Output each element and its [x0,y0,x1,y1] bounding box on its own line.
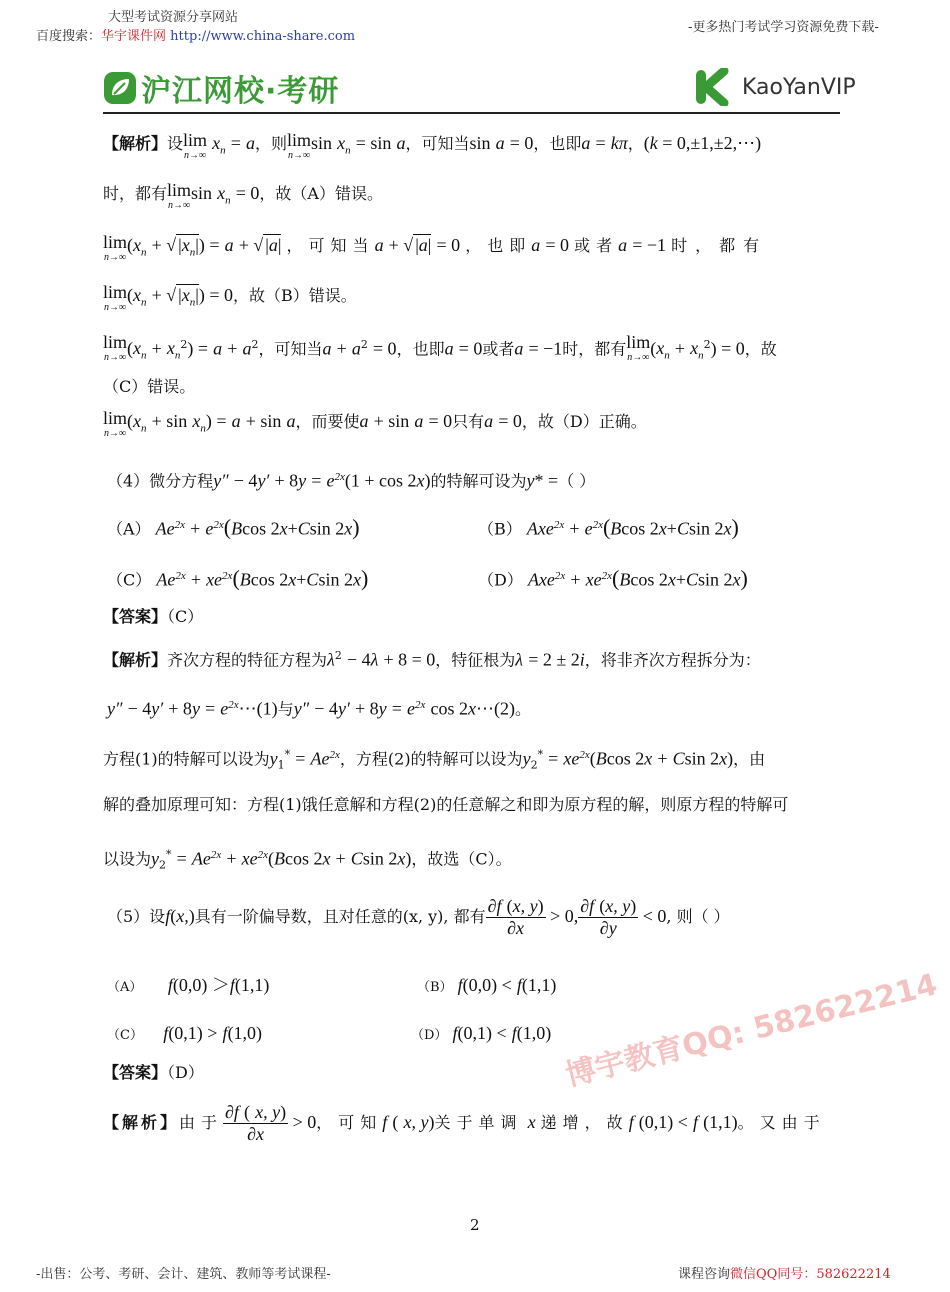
analysis-para-1: 【解析】设 lim n→∞ $x_n = a$，则 lim n→∞ $\sin x_n = \sin a$，可知当sin a = 0，也即a = kπ，(k = 0,±1,±2,⋯) [103,130,762,161]
text: ，可知 [316,1113,383,1132]
text: ，而要使 [295,412,360,431]
search-label: 百度搜索： [36,29,102,44]
answer-5 [103,1062,204,1084]
text: 课程咨询 [678,1267,731,1282]
explanation-5: 【解析】由于 $\frac{\partial f ( x, y)}{\partial x}$ > 0，可知f ( x, y)关于单调 x 递增，故f (0,1) < f (1,1)。又由于 [103,1102,826,1144]
text: ，则 [254,134,287,153]
text: （C） [107,1028,143,1043]
site-name: 大型考试资源分享网站 [108,10,239,25]
text: 齐次方程的特征方程为 [167,650,328,670]
text: （C） [167,607,204,626]
text: ，故选（C）。 [411,849,512,869]
explanation-4-line-2: $y'' - 4y' + 8y = e^{2x}\cdots(1)$与$y'' - 4y' + 8y = e^{2x}$ cos 2x⋯(2)。 [107,698,531,719]
analysis-para-2: 时，都有 lim n→∞ $\sin x_n = 0$，故（A）错误。 [103,180,383,211]
text: 时，都有 [562,339,627,359]
q5-option-d: （D） f(0,1) < f(1,0) [411,1023,552,1043]
text: 或者 [574,236,619,255]
explanation-4-line-3: 方程(1)的特解可以设为$y_1^* = Ae^{2x}$，方程(2)的特解可以设为$y_2^* = xe^{2x}(Bcos$ 2x + Csin 2x)，由 [103,748,766,772]
q5-option-a: （A） f(0,0) ＞f(1,1) [107,975,270,995]
text: ， [627,134,644,153]
text: ，特征根为 [435,650,516,670]
q4-option-a: （A） $Ae^{2x} + e^{2x}(Bcos$ 2x+Csin 2x) [107,514,360,540]
text: ，也即 [396,339,445,359]
text: 方程(1)的特解可以设为 [103,749,270,769]
hujiang-logo [103,66,339,110]
q4-option-c: （C） $Ae^{2x} + xe^{2x}(Bcos$ 2x+Csin 2x) [107,565,369,591]
text: , 则（ ） [666,907,730,926]
text: （D） [167,1063,204,1082]
text: 或者 [482,339,515,359]
text: （A） [107,519,151,539]
analysis-para-3: lim n→∞ ($x_n$ + √ $|x_n|) = a$ + √ |a| ，可知当a + √ |a| = 0 ，也即a = 0 或者a = −1 时，都有 [103,232,768,263]
text: 。又由于 [737,1113,826,1132]
text: 【答案】 [103,1063,168,1082]
text: 【解析】 [103,1113,180,1132]
footer-right [678,1263,891,1282]
footer-left: -出售：公考、考研、会计、建筑、教师等考试课程- [36,1267,331,1282]
q4-option-b: （B） $Axe^{2x} + e^{2x}(Bcos$ 2x+Csin 2x) [478,514,739,540]
question-4: （4）微分方程$y'' - 4y' + 8y = e^{2x}(1 + \cos 2x)$的特解可设为y* =（ ） [107,470,596,491]
text: ，也即 [533,134,582,153]
header-divider [103,112,840,114]
kaoyanvip-logo [694,68,856,106]
watermark: 博宇教育QQ: 582622214 [562,967,941,1094]
leaf-icon [103,71,137,105]
text: （D） [411,1028,448,1043]
text: 由于 [179,1113,224,1132]
header-right: -更多热门考试学习资源免费下载- [688,20,879,35]
text: ，故（A）错误。 [259,184,383,203]
text: （5）设 [107,907,166,926]
explanation-4-line-5: 以设为$y_2^* = Ae^{2x} + xe^{2x}(Bcos$ 2x + Csin 2x)，故选（C）。 [103,848,512,872]
hujiang-logo-text: 沪江网校·考研 [141,74,340,109]
text: ，可知当 [405,134,470,153]
k-logo-icon [694,68,734,106]
text: （4）微分方程 [107,471,214,491]
text: ，故（D）正确。 [521,412,647,431]
text: ，由 [733,749,766,769]
text: 【答案】 [103,607,168,626]
text: （B） [478,519,522,539]
text: ，故 [744,339,777,359]
q4-option-d: （D） $Axe^{2x} + xe^{2x}(Bcos$ 2x+Csin 2x) [478,565,748,591]
text: （B） [417,980,453,995]
text: ，故（B）错误。 [233,286,357,305]
text: 设 [167,134,184,153]
analysis-para-6: （C）错误。 [103,377,196,396]
text: ，将非齐次方程拆分为： [584,650,761,670]
search-brand: 华宇课件网 [101,29,167,44]
text: （A） [107,980,143,995]
answer-4 [103,606,203,628]
q5-option-c: （C） f(0,1) > f(1,0) [107,1023,263,1043]
analysis-para-7: lim n→∞ $(x_n + \sin x_n) = a + \sin a$，而要使a + sin a = 0只有a = 0，故（D）正确。 [103,408,647,439]
page-number: 2 [470,1216,480,1234]
text: ，可知当 [286,236,375,255]
text: 与 [277,699,294,719]
text: ，可知当 [258,339,323,359]
q5-option-b: （B） f(0,0) < f(1,1) [417,975,557,995]
text: 的特解可设为 [430,471,527,491]
question-5: （5）设f(x,)具有一阶偏导数，且对任意的(x, y), 都有 $\frac{\partial f (x, y)}{\partial x}$ > 0, $\frac{\partial f (x, y)}{\partial y}$ < 0, 则（ ） [107,896,730,938]
text: 【解析】 [103,650,168,670]
text: （C） [107,570,152,590]
text: 递增，故 [540,1113,629,1132]
text: 只有 [452,412,485,431]
analysis-label: 【解析】 [103,134,168,153]
explanation-4-line-1: 【解析】齐次方程的特征方程为$\lambda^2 - 4\lambda + 8 = 0$，特征根为λ = 2 ± 2i，将非齐次方程拆分为： [103,649,761,670]
kaoyanvip-text: KaoYanVIP [742,74,856,100]
site-url[interactable]: http://www.china-share.com [170,29,356,44]
text: 时，都有 [671,236,768,255]
text: ，也即 [465,236,532,255]
analysis-para-5: lim n→∞ $(x_n + x_n^2) = a + a^2$，可知当$a + a^2 = 0$，也即a = 0或者a = −1时，都有 lim n→∞ $(x_n + x_n^2) = 0$，故 [103,332,777,363]
text: 以设为 [103,849,152,869]
text: 微信QQ同号：582622214 [730,1267,891,1282]
text: （D） [478,570,523,590]
explanation-4-line-4: 解的叠加原理可知：方程(1)饿任意解和方程(2)的任意解之和即为原方程的解，则原方程的特解可 [103,795,789,814]
text: 。 [514,699,531,719]
text: 关于单调 [434,1113,523,1132]
text: 时，都有 [103,184,168,203]
search-line [36,25,355,44]
analysis-para-4: lim n→∞ ($x_n$ + √ $|x_n|) = 0$，故（B）错误。 [103,282,357,313]
text: （ ） [558,471,596,491]
text: 具有一阶偏导数，且对任意的(x, y), 都有 [194,907,486,926]
text: ，方程(2)的特解可以设为 [339,749,523,769]
